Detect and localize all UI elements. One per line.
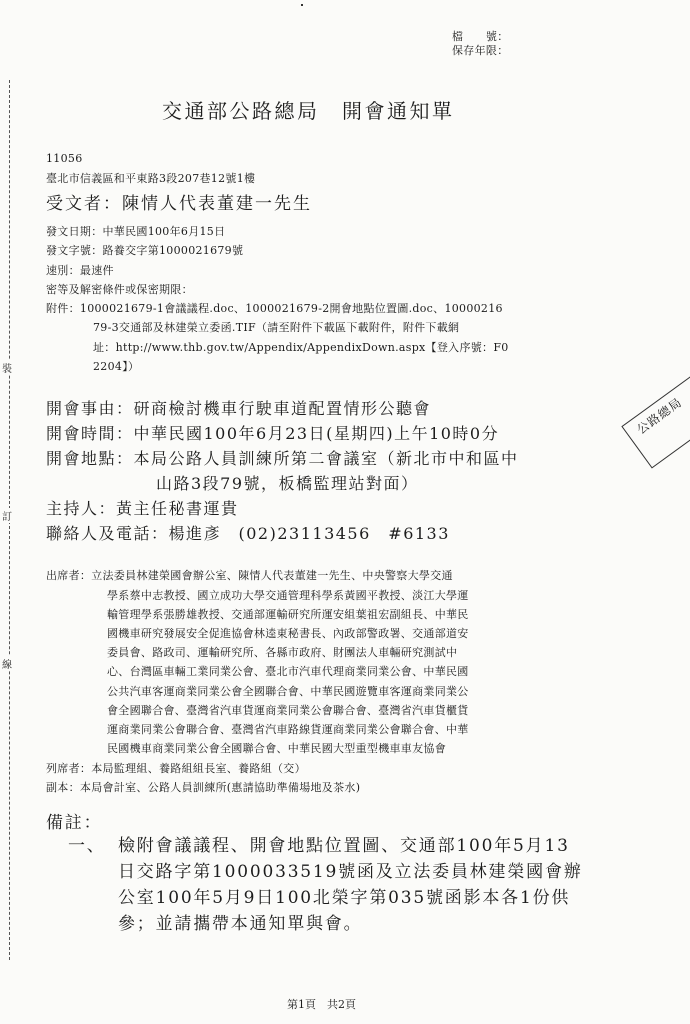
confidentiality: 密等及解密條件或保密期限：	[46, 283, 193, 296]
address: 臺北市信義區和平東路3段207巷12號1樓	[46, 172, 256, 185]
attachments-line-3: 址：http://www.thb.gov.tw/Appendix/AppendixDown.aspx【登入序號：F0	[93, 341, 509, 354]
official-seal-stamp: 公路總局	[621, 374, 690, 469]
meeting-time: 開會時間：中華民國100年6月23日(星期四)上午10時0分	[46, 424, 500, 443]
meeting-contact: 聯絡人及電話：楊進彥 (02)23113456 #6133	[46, 524, 450, 543]
attachments-line-4: 2204】）	[93, 360, 140, 373]
meeting-chair: 主持人：黃主任秘書運貴	[46, 499, 239, 518]
file-number-label: 檔 號：	[452, 30, 509, 43]
attendees-line-8: 會全國聯合會、臺灣省汽車貨運商業同業公會聯合會、臺灣省汽車貨櫃貨	[107, 704, 469, 717]
attachments-line-1: 附件：1000021679-1會議議程.doc、1000021679-2開會地點位置圖.doc、10000216	[46, 302, 503, 315]
document-number: 發文字號：路養交字第1000021679號	[46, 244, 244, 257]
margin-mark-line: 線	[2, 656, 12, 671]
meeting-place-line-2: 山路3段79號，板橋監理站對面）	[156, 474, 419, 493]
remarks-line-1: 檢附會議議程、開會地點位置圖、交通部100年5月13	[118, 836, 570, 856]
meeting-subject: 開會事由：研商檢討機車行駛車道配置情形公聽會	[46, 399, 432, 418]
attendees-line-4: 國機車研究發展安全促進協會林逵東秘書長、內政部警政署、交通部道安	[107, 627, 469, 640]
attendees-line-6: 心、台灣區車輛工業同業公會、臺北市汽車代理商業同業公會、中華民國	[107, 665, 469, 678]
attendees-line-3: 輸管理學系張勝雄教授、交通部運輸研究所運安組葉祖宏副組長、中華民	[107, 608, 469, 621]
remarks-line-3: 公室100年5月9日100北榮字第035號函影本各1份供	[118, 888, 571, 908]
document-title: 交通部公路總局 開會通知單	[162, 99, 455, 123]
meeting-place-line-1: 開會地點：本局公路人員訓練所第二會議室（新北市中和區中	[46, 449, 519, 468]
attendees-line-2: 學系蔡中志教授、國立成功大學交通管理科學系黃國平教授、淡江大學運	[107, 589, 469, 602]
attachments-line-2: 79-3交通部及林建榮立委函.TIF（請至附件下載區下載附件，附件下載網	[93, 321, 460, 334]
remarks-item-number: 一、	[68, 836, 106, 856]
attendees-line-10: 民國機車商業同業公會全國聯合會、中華民國大型重型機車車友協會	[107, 742, 446, 755]
remarks-line-4: 參；並請攜帶本通知單與會。	[118, 914, 363, 934]
retention-label: 保存年限：	[452, 44, 509, 57]
attendees-line-5: 委員會、路政司、運輸研究所、各縣市政府、財團法人車輛研究測試中	[107, 646, 458, 659]
postal-code: 11056	[46, 152, 83, 165]
page-footer: 第1頁 共2頁	[287, 998, 356, 1011]
remarks-label: 備註：	[46, 813, 103, 833]
scan-speck	[301, 4, 303, 6]
attendees-line-7: 公共汽車客運商業同業公會全國聯合會、中華民國遊覽車客運商業同業公	[107, 685, 469, 698]
remarks-line-2: 日交路字第1000033519號函及立法委員林建榮國會辦	[118, 862, 583, 882]
attendees-line-9: 運商業同業公會聯合會、臺灣省汽車路線貨運商業同業公會聯合會、中華	[107, 723, 469, 736]
recipient: 受文者：陳情人代表董建一先生	[46, 194, 312, 214]
issue-date: 發文日期：中華民國100年6月15日	[46, 225, 226, 238]
delivery-speed: 速別：最速件	[46, 264, 114, 277]
margin-mark-bind: 裝	[2, 360, 12, 375]
margin-mark-staple: 訂	[2, 508, 12, 523]
attendees-line-1: 出席者：立法委員林建榮國會辦公室、陳情人代表董建一先生、中央警察大學交通	[46, 569, 453, 582]
observers: 列席者：本局監理組、養路組組長室、養路組（交）	[46, 762, 306, 775]
carbon-copy: 副本：本局會計室、公路人員訓練所(惠請協助準備場地及茶水)	[46, 781, 361, 794]
